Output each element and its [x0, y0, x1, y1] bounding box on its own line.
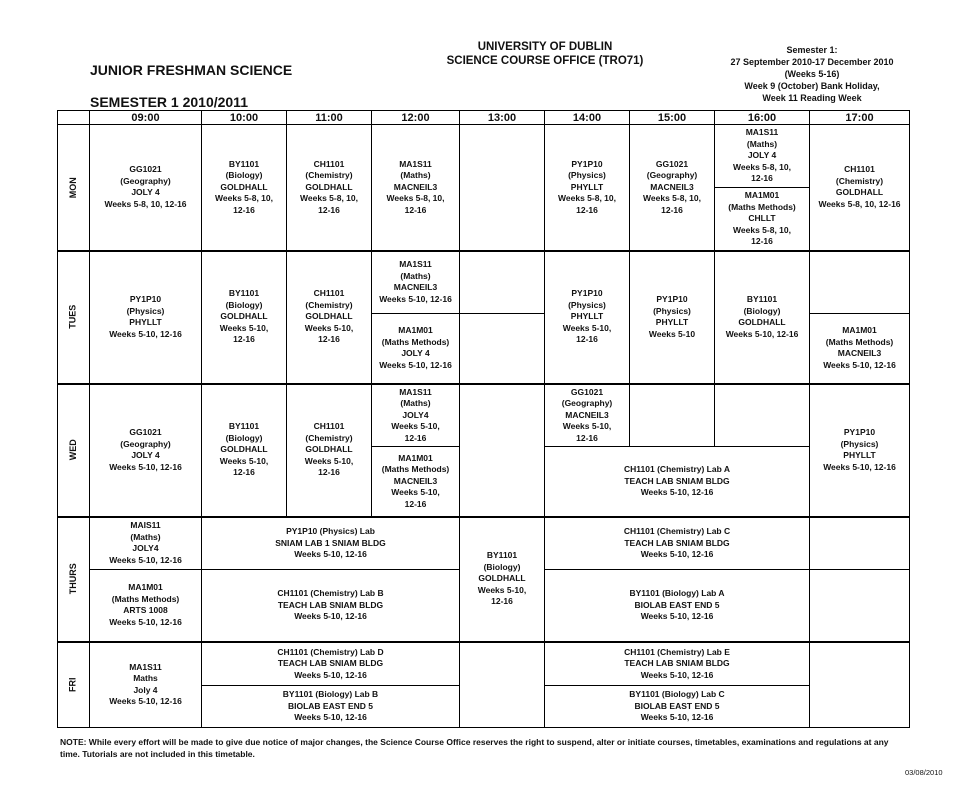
time-header: 11:00 [287, 111, 372, 125]
cell-line: (Biology) [225, 299, 263, 310]
class-cell [545, 125, 630, 251]
cell-line: 12-16 [661, 204, 683, 215]
cell-line: (Chemistry) [305, 170, 353, 180]
cell-line: Weeks 5-10, 12-16 [294, 611, 367, 621]
empty-cell [630, 384, 715, 447]
class-cell [287, 384, 372, 517]
office-title [420, 40, 670, 68]
cell-line: (Physics) [653, 305, 691, 316]
cell-line: CH1101 [844, 164, 875, 175]
cell-line: Weeks 5-10, [219, 455, 269, 466]
cell-line: Joly 4 [133, 684, 158, 695]
class-cell [810, 384, 910, 517]
cell-line: (Maths Methods) [728, 201, 796, 212]
cell-line: Weeks 5-10, [304, 455, 354, 466]
lab-cell [545, 686, 810, 728]
cell-line: BIOLAB EAST END 5 [634, 599, 720, 610]
timetable [57, 110, 910, 728]
cell-line: PHYLLT [570, 181, 604, 192]
semester-info-line: Week 11 Reading Week [762, 93, 862, 103]
cell-line: GG1021 [570, 386, 604, 397]
cell-line: Weeks 5-10, 12-16 [294, 712, 367, 723]
cell-line: Weeks 5-10, 12-16 [294, 669, 367, 680]
time-header: 09:00 [90, 111, 202, 125]
cell-line: PY1P10 [571, 288, 603, 299]
semester-info-line: 27 September 2010-17 December 2010 [730, 57, 894, 67]
cell-line: (Biology) [225, 170, 263, 180]
cell-line: PY1P10 [571, 158, 603, 169]
cell-line: PY1P10 [656, 294, 688, 304]
cell-line: 12-16 [318, 204, 340, 215]
cell-line: BY1101 [228, 288, 260, 299]
cell-line: (Geography) [120, 175, 171, 186]
cell-line: (Physics) [126, 305, 165, 316]
cell-line: 12-16 [751, 236, 773, 246]
day-label-fri: FRI [58, 642, 90, 728]
cell-line: CH1101 (Chemistry) Lab D [277, 646, 384, 657]
class-cell [372, 384, 460, 447]
corner-cell [58, 111, 90, 125]
cell-line: Weeks 5-8, 10, [300, 193, 358, 203]
class-cell [90, 125, 202, 251]
cell-line: (Physics) [568, 299, 606, 310]
cell-line: MA1M01 [398, 325, 433, 336]
cell-line: Weeks 5-10, [391, 421, 440, 431]
class-cell [715, 251, 810, 384]
time-header: 12:00 [372, 111, 460, 125]
cell-line: Weeks 5-10, 12-16 [109, 554, 182, 565]
cell-line: TEACH LAB SNIAM BLDG [277, 658, 384, 668]
cell-line: 12-16 [404, 498, 427, 509]
class-cell [372, 314, 460, 384]
time-header: 16:00 [715, 111, 810, 125]
cell-line: (Maths Methods) [381, 336, 450, 347]
semester-info-line: Week 9 (October) Bank Holiday, [744, 81, 880, 91]
cell-line: (Maths Methods) [825, 336, 894, 347]
cell-line: SNIAM LAB 1 SNIAM BLDG [275, 537, 386, 548]
class-cell [287, 125, 372, 251]
cell-line: ARTS 1008 [123, 605, 168, 616]
cell-line: GOLDHALL [220, 181, 268, 192]
cell-line: JOLY 4 [747, 150, 777, 161]
cell-line: PY1P10 (Physics) Lab [286, 526, 375, 536]
empty-cell [460, 642, 545, 728]
cell-line: CH1101 [313, 421, 345, 432]
cell-line: JOLY 4 [131, 187, 160, 198]
cell-line: (Maths) [400, 170, 431, 180]
cell-line: (Physics) [568, 170, 606, 180]
class-cell [202, 125, 287, 251]
cell-line: Weeks 5-10, [391, 487, 440, 497]
empty-cell [460, 384, 545, 517]
cell-line: 12-16 [233, 334, 255, 345]
cell-line: GG1021 [129, 427, 162, 437]
cell-line: GOLDHALL [220, 311, 268, 322]
cell-line: (Maths) [746, 138, 778, 149]
empty-cell [460, 251, 545, 314]
cell-line: CH1101 (Chemistry) Lab C [623, 526, 731, 536]
class-cell [90, 384, 202, 517]
day-label-tues: TUES [58, 251, 90, 384]
cell-line: (Maths) [130, 531, 161, 542]
class-cell [372, 125, 460, 251]
cell-line: TEACH LAB SNIAM BLDG [277, 599, 384, 610]
cell-line: GG1021 [129, 164, 162, 175]
cell-line: 12-16 [576, 204, 598, 215]
cell-line: MACNEIL3 [393, 181, 438, 192]
cell-line: (Chemistry) [305, 299, 353, 310]
cell-line: PHYLLT [655, 317, 689, 327]
cell-line: CHLLT [748, 213, 776, 223]
cell-line: Weeks 5-10, 12-16 [109, 328, 182, 339]
day-label-mon: MON [58, 125, 90, 251]
lab-cell [202, 686, 460, 728]
lab-cell [545, 517, 810, 570]
lab-cell [202, 517, 460, 570]
cell-line: BY1101 [486, 550, 518, 561]
cell-line: (Geography) [646, 170, 698, 180]
cell-line: Weeks 5-8, 10, [386, 193, 445, 203]
cell-line: GOLDHALL [305, 181, 353, 192]
empty-cell [715, 384, 810, 447]
cell-line: Weeks 5-10, 12-16 [640, 487, 714, 497]
cell-line: 12-16 [318, 334, 340, 345]
cell-line: BIOLAB EAST END 5 [634, 700, 720, 711]
class-cell [90, 642, 202, 728]
cell-line: MA1M01 [398, 452, 433, 463]
empty-cell [810, 251, 910, 314]
time-header: 17:00 [810, 111, 910, 125]
cell-line: BY1101 (Biology) Lab B [282, 689, 379, 700]
time-header: 13:00 [460, 111, 545, 125]
cell-line: Weeks 5-10, [219, 322, 269, 333]
empty-cell [810, 517, 910, 570]
cell-line: MA1M01 [842, 325, 877, 336]
time-header: 14:00 [545, 111, 630, 125]
day-label-thurs: THURS [58, 517, 90, 642]
cell-line: PHYLLT [570, 311, 604, 322]
cell-line: Maths [133, 673, 158, 684]
print-date: 03/08/2010 [905, 768, 943, 777]
cell-line: MACNEIL3 [837, 348, 882, 359]
class-cell [90, 570, 202, 642]
cell-line: Weeks 5-10, 12-16 [640, 669, 714, 680]
cell-line: JOLY 4 [401, 348, 430, 359]
semester-info [712, 44, 912, 104]
cell-line: Weeks 5-10, 12-16 [725, 328, 799, 339]
cell-line: GOLDHALL [835, 187, 884, 198]
cell-line: Weeks 5-10, 12-16 [379, 359, 452, 370]
cell-line: Weeks 5-8, 10, [215, 193, 273, 203]
cell-line: MACNEIL3 [393, 282, 438, 293]
cell-line: JOLY4 [402, 409, 429, 420]
lab-cell [545, 570, 810, 642]
cell-line: PHYLLT [843, 450, 876, 460]
cell-line: Weeks 5-10 [648, 328, 696, 339]
cell-line: JOLY 4 [131, 450, 160, 460]
cell-line: Weeks 5-10, 12-16 [379, 293, 452, 304]
cell-line: MACNEIL3 [565, 409, 609, 420]
cell-line: BY1101 [228, 421, 260, 432]
class-cell [810, 125, 910, 251]
cell-line: TEACH LAB SNIAM BLDG [624, 537, 730, 548]
cell-line: (Biology) [225, 432, 263, 443]
class-cell [630, 125, 715, 251]
cell-line: MA1M01 [744, 190, 780, 200]
cell-line: PY1P10 [129, 294, 162, 304]
cell-line: Weeks 5-8, 10, 12-16 [104, 198, 187, 209]
cell-line: BY1101 (Biology) Lab C [629, 689, 725, 700]
cell-line: (Maths) [400, 398, 431, 408]
cell-line: Weeks 5-10, [562, 421, 612, 431]
cell-line: CH1101 [313, 158, 345, 169]
office-name: SCIENCE COURSE OFFICE (TRO71) [446, 55, 644, 67]
cell-line: 12-16 [318, 467, 340, 478]
cell-line: Weeks 5-10, [477, 584, 527, 595]
cell-line: MA1S11 [745, 127, 779, 138]
cell-line: 12-16 [404, 204, 427, 215]
lab-cell [202, 642, 460, 686]
cell-line: (Maths Methods) [381, 464, 450, 474]
cell-line: Weeks 5-10, 12-16 [109, 696, 182, 707]
empty-cell [810, 642, 910, 728]
cell-line: MA1S11 [399, 259, 432, 270]
day-label-wed: WED [58, 384, 90, 517]
cell-line: (Physics) [840, 438, 879, 449]
lab-cell [545, 447, 810, 517]
class-cell [545, 384, 630, 447]
class-cell [372, 251, 460, 314]
class-cell [715, 125, 810, 188]
cell-line: BY1101 [228, 158, 260, 169]
university-name: UNIVERSITY OF DUBLIN [477, 41, 613, 53]
cell-line: Weeks 5-8, 10, [733, 224, 791, 235]
cell-line: Weeks 5-10, 12-16 [640, 549, 714, 559]
cell-line: CH1101 (Chemistry) Lab E [624, 646, 730, 657]
cell-line: Weeks 5-10, 12-16 [640, 611, 714, 621]
cell-line: BIOLAB EAST END 5 [287, 700, 373, 711]
cell-line: Weeks 5-10, [562, 322, 612, 333]
cell-line: (Biology) [743, 305, 781, 316]
cell-line: (Geography) [561, 398, 613, 408]
cell-line: PHYLLT [129, 317, 162, 327]
cell-line: CH1101 [313, 288, 345, 299]
cell-line: Weeks 5-10, 12-16 [109, 461, 182, 472]
class-cell [90, 251, 202, 384]
class-cell [372, 447, 460, 517]
cell-line: (Geography) [120, 438, 171, 449]
cell-line: GG1021 [655, 158, 689, 169]
class-cell [810, 314, 910, 384]
empty-cell [460, 125, 545, 251]
class-cell [202, 251, 287, 384]
cell-line: MACNEIL3 [650, 181, 694, 192]
cell-line: (Biology) [483, 561, 521, 572]
cell-line: MA1S11 [399, 158, 432, 169]
lab-cell [545, 642, 810, 686]
cell-line: Weeks 5-8, 10, [643, 193, 701, 203]
cell-line: GOLDHALL [305, 311, 353, 322]
time-header: 15:00 [630, 111, 715, 125]
class-cell [202, 384, 287, 517]
cell-line: PY1P10 [843, 427, 876, 437]
cell-line: 12-16 [576, 334, 598, 345]
class-cell [287, 251, 372, 384]
cell-line: MA1M01 [128, 582, 163, 593]
time-header: 10:00 [202, 111, 287, 125]
cell-line: GOLDHALL [305, 444, 353, 455]
cell-line: 12-16 [751, 173, 773, 184]
left-title: JUNIOR FRESHMAN SCIENCE [90, 62, 293, 78]
cell-line: MA1S11 [129, 661, 162, 672]
cell-line: 12-16 [233, 467, 255, 478]
cell-line: 12-16 [404, 432, 427, 443]
cell-line: Weeks 5-10, 12-16 [823, 359, 896, 370]
cell-line: (Maths Methods) [111, 593, 180, 604]
semester-info-line: Semester 1: [786, 45, 838, 55]
cell-line: Weeks 5-10, 12-16 [294, 549, 367, 559]
empty-cell [460, 314, 545, 384]
cell-line: CH1101 (Chemistry) Lab A [624, 464, 730, 474]
cell-line: 12-16 [233, 204, 255, 215]
cell-line: Weeks 5-8, 10, [558, 193, 616, 203]
cell-line: BY1101 (Biology) Lab A [629, 588, 725, 598]
cell-line: (Maths) [400, 270, 431, 281]
cell-line: Weeks 5-8, 10, 12-16 [818, 198, 901, 209]
class-cell [715, 188, 810, 251]
cell-line: GOLDHALL [478, 573, 526, 584]
cell-line: TEACH LAB SNIAM BLDG [624, 658, 730, 668]
cell-line: BY1101 [746, 294, 778, 304]
class-cell [90, 517, 202, 570]
cell-line: Weeks 5-10, 12-16 [109, 616, 182, 627]
cell-line: Weeks 5-10, [304, 322, 354, 333]
cell-line: (Chemistry) [305, 432, 353, 443]
class-cell [630, 251, 715, 384]
class-cell [545, 251, 630, 384]
cell-line: 12-16 [491, 596, 513, 607]
cell-line: MACNEIL3 [393, 475, 438, 486]
cell-line: JOLY4 [132, 543, 159, 554]
cell-line: Weeks 5-8, 10, [733, 161, 791, 172]
cell-line: Weeks 5-10, 12-16 [823, 461, 896, 472]
empty-cell [810, 570, 910, 642]
cell-line: CH1101 (Chemistry) Lab B [277, 588, 384, 598]
cell-line: GOLDHALL [738, 317, 786, 327]
lab-cell [202, 570, 460, 642]
cell-line: 12-16 [576, 432, 598, 443]
cell-line: MAIS11 [130, 520, 161, 531]
semester-info-line: (Weeks 5-16) [784, 69, 840, 79]
cell-line: TEACH LAB SNIAM BLDG [624, 475, 730, 486]
cell-line: GOLDHALL [220, 444, 268, 455]
cell-line: MA1S11 [399, 386, 432, 397]
semester-title: SEMESTER 1 2010/2011 [90, 94, 248, 110]
footer-note: NOTE: While every effort will be made to give due notice of major changes, the Science Course Office reserves the right to suspend, alter or initiate courses, timetables, examinations and regulations at any time. Tutorials are not included in this timetable. [60, 737, 889, 759]
cell-line: Weeks 5-10, 12-16 [640, 712, 714, 723]
cell-line: (Chemistry) [835, 175, 884, 186]
class-cell [460, 517, 545, 642]
